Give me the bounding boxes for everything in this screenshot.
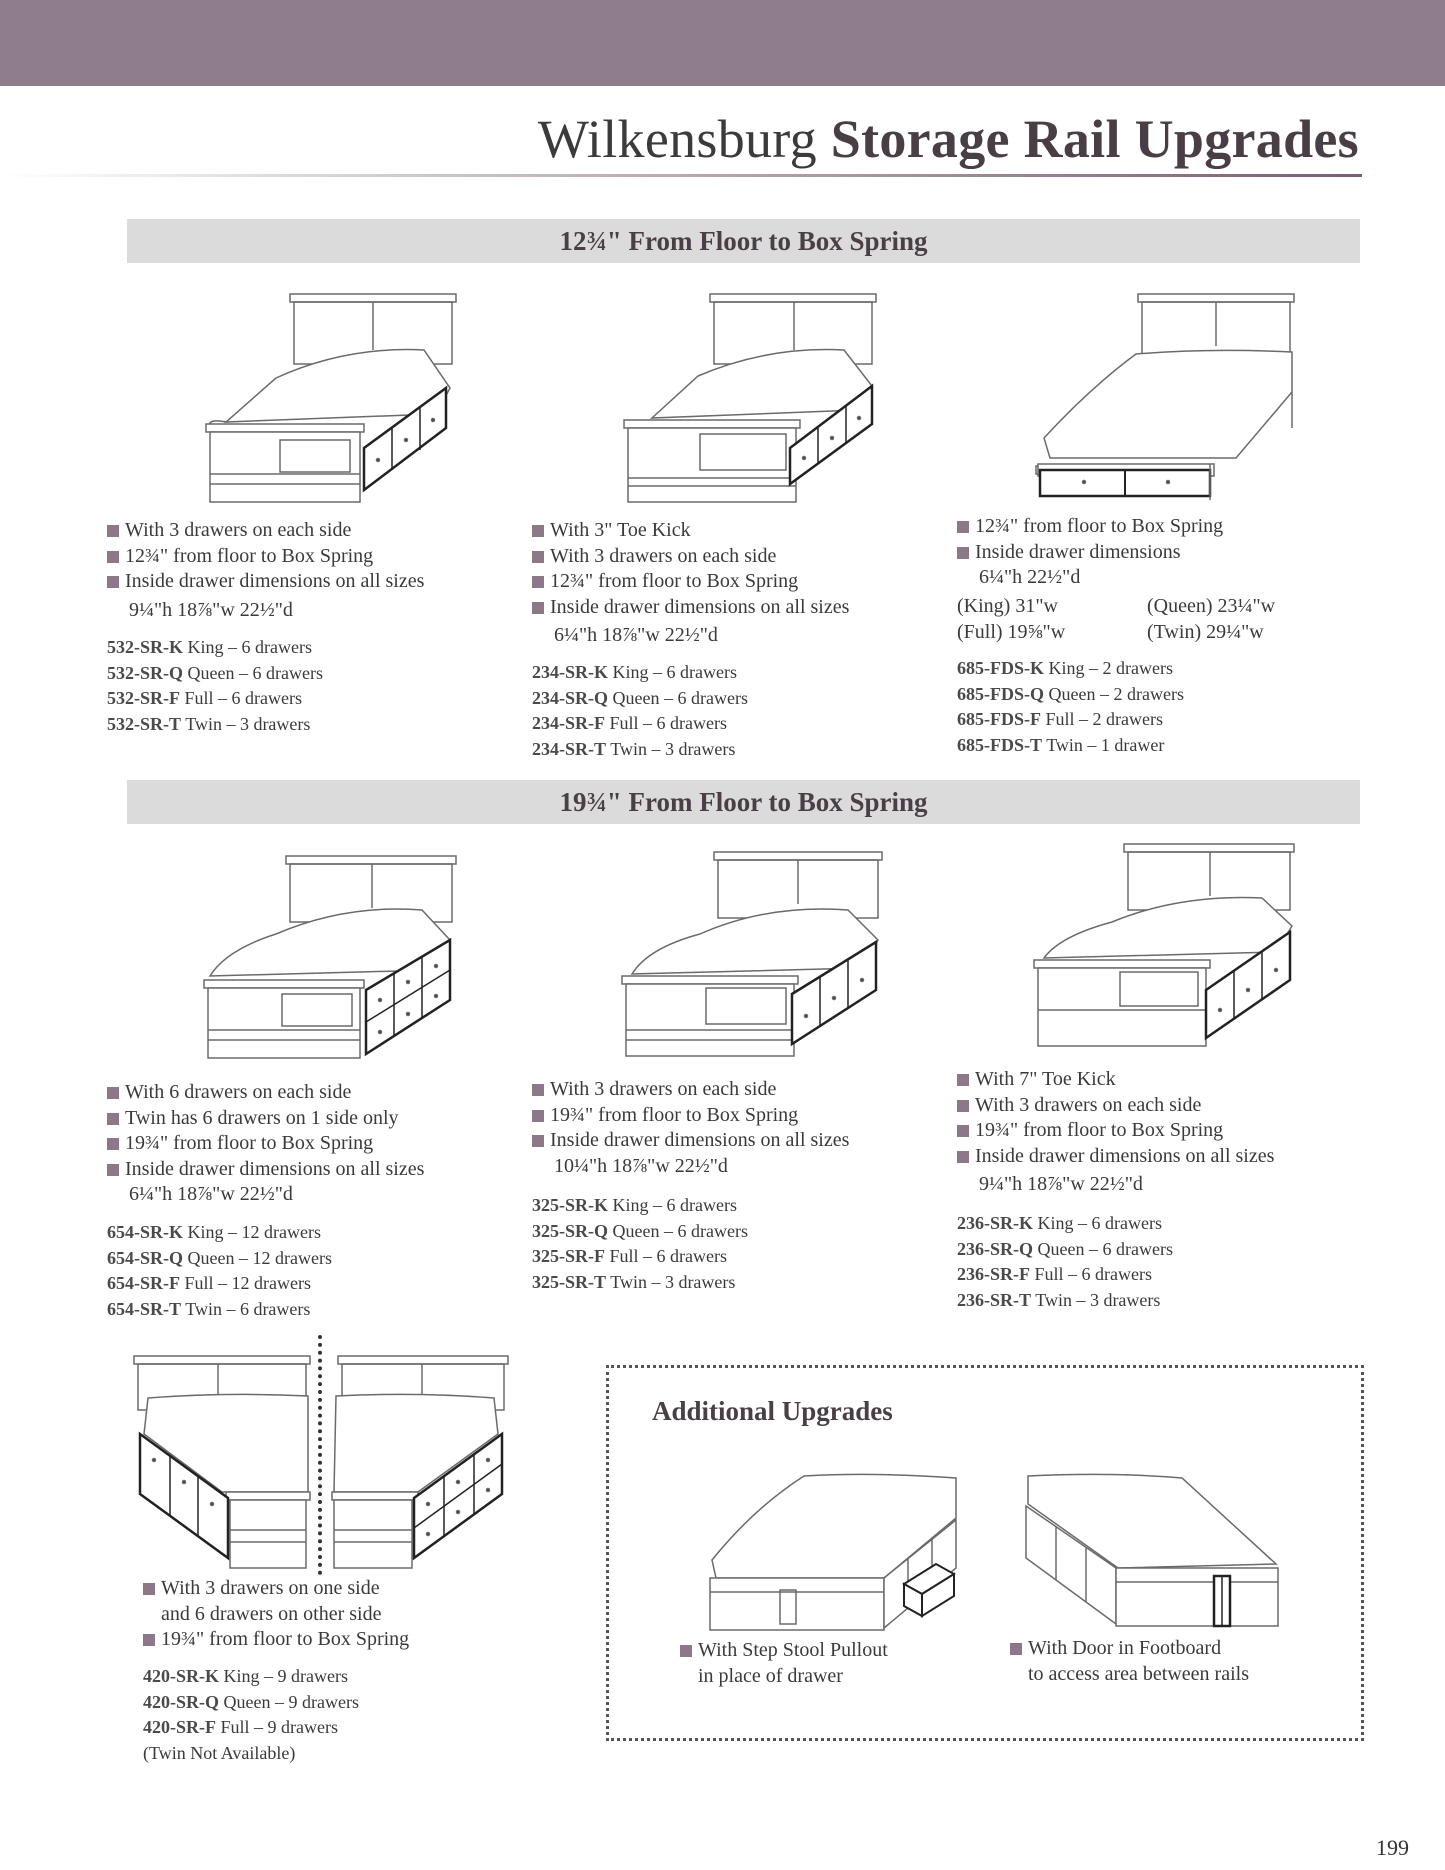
model-row: 685-FDS-F Full – 2 drawers xyxy=(957,709,1163,729)
header-bar xyxy=(0,0,1445,86)
model-row: 234-SR-Q Queen – 6 drawers xyxy=(532,687,748,708)
model-row: 236-SR-K King – 6 drawers xyxy=(957,1213,1162,1233)
models-420 xyxy=(143,1664,359,1766)
drawer-dimensions: 6¼"h 18⅞"w 22½"d xyxy=(554,624,718,646)
spec-bullet: Inside drawer dimensions on all sizes xyxy=(107,569,424,595)
spec-bullet: Inside drawer dimensions on all sizes xyxy=(532,1128,849,1154)
title-topic: Storage Rail Upgrades xyxy=(830,109,1359,169)
drawer-dimensions: 9¼"h 18⅞"w 22½"d xyxy=(979,1173,1143,1195)
bed-420-left-illustration xyxy=(126,1352,316,1572)
drawer-dimensions: 9¼"h 18⅞"w 22½"d xyxy=(129,598,293,621)
spec-bullet: With 3 drawers on each side xyxy=(532,544,849,570)
bullet-square-icon xyxy=(957,1151,969,1163)
bullet-square-icon xyxy=(107,1087,119,1099)
bed-234-illustration xyxy=(618,288,888,504)
model-row: 654-SR-K King – 12 drawers xyxy=(107,1222,321,1242)
title-series: Wilkensburg xyxy=(537,109,817,169)
bed-532-illustration xyxy=(196,288,460,504)
footboard-door-bed-illustration xyxy=(1022,1468,1282,1634)
models-685 xyxy=(957,656,1184,758)
models-236 xyxy=(957,1211,1173,1313)
spec-532 xyxy=(107,518,424,623)
model-row: 685-FDS-Q Queen – 2 drawers xyxy=(957,683,1184,704)
model-row: 532-SR-F Full – 6 drawers xyxy=(107,688,302,708)
spec-bullet: Inside drawer dimensions on all sizes xyxy=(107,1157,424,1183)
bed-654-illustration xyxy=(196,850,460,1060)
spec-bullet: With 7" Toe Kick xyxy=(957,1067,1274,1093)
spec-bullet: With 3" Toe Kick xyxy=(532,518,849,544)
bed-236-illustration xyxy=(1030,840,1300,1050)
bullet-square-icon xyxy=(532,576,544,588)
model-row: 325-SR-Q Queen – 6 drawers xyxy=(532,1220,748,1241)
bullet-square-icon xyxy=(107,551,119,563)
spec-685 xyxy=(957,514,1275,645)
section-band-19-75: 19¾" From Floor to Box Spring xyxy=(127,780,1360,824)
model-row: 236-SR-T Twin – 3 drawers xyxy=(957,1289,1161,1310)
model-row: 325-SR-F Full – 6 drawers xyxy=(532,1246,727,1266)
spec-bullet: With Step Stool Pullout xyxy=(680,1638,888,1664)
model-row: 234-SR-K King – 6 drawers xyxy=(532,662,737,682)
bed-420-right-illustration xyxy=(328,1352,514,1572)
spec-step-stool xyxy=(680,1638,888,1689)
models-532 xyxy=(107,635,323,737)
spec-bullet: 12¾" from floor to Box Spring xyxy=(957,514,1275,540)
spec-bullet: Inside drawer dimensions on all sizes xyxy=(957,1144,1274,1170)
bullet-square-icon xyxy=(532,602,544,614)
bullet-square-icon xyxy=(957,521,969,533)
spec-footboard-door xyxy=(1010,1636,1249,1687)
spec-654 xyxy=(107,1080,424,1208)
bullet-square-icon xyxy=(957,547,969,559)
model-row: 654-SR-T Twin – 6 drawers xyxy=(107,1298,311,1319)
model-row: 234-SR-T Twin – 3 drawers xyxy=(532,738,736,759)
spec-bullet: Twin has 6 drawers on 1 side only xyxy=(107,1106,424,1132)
bullet-square-icon xyxy=(532,1110,544,1122)
models-234 xyxy=(532,660,748,762)
title-underline xyxy=(0,174,1362,177)
spec-bullet: With 3 drawers on each side xyxy=(957,1093,1274,1119)
size-widths-row xyxy=(957,593,1275,619)
spec-325 xyxy=(532,1077,849,1179)
bullet-square-icon xyxy=(957,1125,969,1137)
spec-bullet: With 6 drawers on each side xyxy=(107,1080,424,1106)
width-queen: (Queen) 23¼"w xyxy=(1147,594,1276,617)
model-row: 420-SR-K King – 9 drawers xyxy=(143,1666,348,1686)
bullet-square-icon xyxy=(957,1100,969,1112)
model-row: 325-SR-K King – 6 drawers xyxy=(532,1195,737,1215)
bed-325-illustration xyxy=(618,848,888,1058)
drawer-dimensions: 10¼"h 18⅞"w 22½"d xyxy=(554,1154,728,1177)
spec-236 xyxy=(957,1067,1274,1198)
models-325 xyxy=(532,1193,748,1295)
bullet-square-icon xyxy=(532,525,544,537)
spec-bullet: 12¾" from floor to Box Spring xyxy=(532,569,849,595)
model-row: 654-SR-F Full – 12 drawers xyxy=(107,1273,311,1293)
step-stool-bed-illustration xyxy=(704,1468,964,1634)
spec-bullet: 19¾" from floor to Box Spring xyxy=(532,1103,849,1129)
width-twin: (Twin) 29¼"w xyxy=(1147,620,1264,643)
bullet-square-icon xyxy=(532,1135,544,1147)
spec-bullet: With 3 drawers on one side xyxy=(143,1576,409,1602)
split-divider-line xyxy=(318,1335,322,1575)
bullet-square-icon xyxy=(107,1113,119,1125)
model-row: 532-SR-K King – 6 drawers xyxy=(107,637,312,657)
spec-bullet-continuation: to access area between rails xyxy=(1028,1662,1249,1685)
bed-685-illustration xyxy=(1030,288,1300,504)
model-row: 532-SR-Q Queen – 6 drawers xyxy=(107,662,323,683)
bullet-square-icon xyxy=(107,576,119,588)
page-number: 199 xyxy=(1376,1835,1409,1860)
size-widths-row xyxy=(957,619,1275,645)
bullet-square-icon xyxy=(680,1645,692,1657)
spec-420 xyxy=(143,1576,409,1653)
drawer-dimensions: 6¼"h 22½"d xyxy=(979,566,1081,588)
model-row: 685-FDS-T Twin – 1 drawer xyxy=(957,734,1165,755)
model-row: 420-SR-F Full – 9 drawers xyxy=(143,1717,338,1737)
bullet-square-icon xyxy=(107,1164,119,1176)
spec-bullet-continuation: and 6 drawers on other side xyxy=(161,1602,382,1625)
spec-bullet: 19¾" from floor to Box Spring xyxy=(143,1627,409,1653)
model-row: 234-SR-F Full – 6 drawers xyxy=(532,713,727,733)
model-row: 420-SR-Q Queen – 9 drawers xyxy=(143,1691,359,1712)
bullet-square-icon xyxy=(143,1583,155,1595)
spec-bullet: With 3 drawers on each side xyxy=(532,1077,849,1103)
spec-234 xyxy=(532,518,849,649)
bullet-square-icon xyxy=(143,1634,155,1646)
page-title xyxy=(538,108,1359,170)
bullet-square-icon xyxy=(532,1084,544,1096)
model-row: 236-SR-Q Queen – 6 drawers xyxy=(957,1238,1173,1259)
model-row: 532-SR-T Twin – 3 drawers xyxy=(107,713,311,734)
additional-upgrades-title: Additional Upgrades xyxy=(652,1396,893,1426)
bullet-square-icon xyxy=(532,551,544,563)
spec-bullet: Inside drawer dimensions on all sizes xyxy=(532,595,849,621)
drawer-dimensions: 6¼"h 18⅞"w 22½"d xyxy=(129,1183,293,1205)
spec-bullet: 19¾" from floor to Box Spring xyxy=(957,1118,1274,1144)
spec-bullet: With Door in Footboard xyxy=(1010,1636,1249,1662)
spec-bullet: With 3 drawers on each side xyxy=(107,518,424,544)
spec-bullet: Inside drawer dimensions xyxy=(957,540,1275,566)
bullet-square-icon xyxy=(957,1074,969,1086)
spec-bullet: 19¾" from floor to Box Spring xyxy=(107,1131,424,1157)
section-band-12-75: 12¾" From Floor to Box Spring xyxy=(127,219,1360,263)
models-654 xyxy=(107,1220,332,1322)
model-row: 236-SR-F Full – 6 drawers xyxy=(957,1264,1152,1284)
model-note: (Twin Not Available) xyxy=(143,1742,296,1763)
model-row: 654-SR-Q Queen – 12 drawers xyxy=(107,1247,332,1268)
width-full: (Full) 19⅝"w xyxy=(957,620,1066,643)
bullet-square-icon xyxy=(107,525,119,537)
spec-bullet: 12¾" from floor to Box Spring xyxy=(107,544,424,570)
model-row: 685-FDS-K King – 2 drawers xyxy=(957,658,1173,678)
model-row: 325-SR-T Twin – 3 drawers xyxy=(532,1271,736,1292)
spec-bullet-continuation: in place of drawer xyxy=(698,1664,843,1687)
bullet-square-icon xyxy=(1010,1643,1022,1655)
bullet-square-icon xyxy=(107,1138,119,1150)
width-king: (King) 31"w xyxy=(957,594,1058,617)
